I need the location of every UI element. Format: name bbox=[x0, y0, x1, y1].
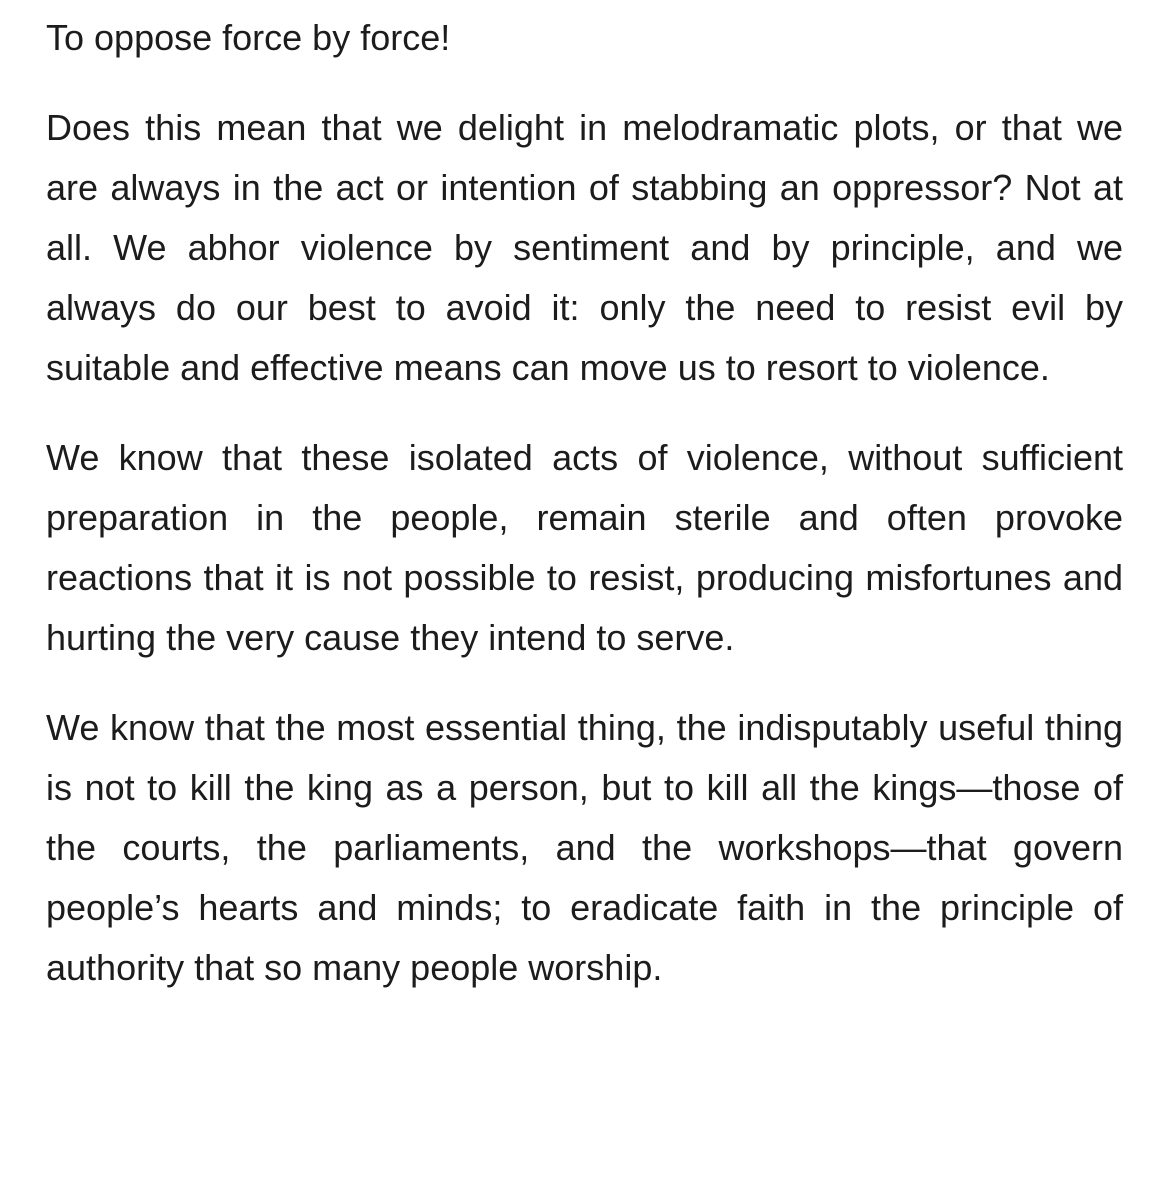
paragraph-opening-line: To oppose force by force! bbox=[46, 17, 451, 58]
document-page bbox=[46, 0, 1123, 1028]
paragraph-violence-principle: Does this mean that we delight in melodramatic plots, or that we are always in the act or intention of stabbing an oppressor? Not at all. We abhor violence by sentiment and by principle, and we always do our best to avoid it: only the need to resist evil by suitable and effective means can move us to resort to violence. bbox=[46, 107, 1123, 388]
paragraph-kill-all-kings: We know that the most essential thing, the indisputably useful thing is not to kill the king as a person, but to kill all the kings—those of the courts, the parliaments, and the workshops—that govern people’s hearts and minds; to eradicate faith in the principle of authority that so many people worship. bbox=[46, 707, 1123, 988]
paragraph-isolated-acts: We know that these isolated acts of violence, without sufficient preparation in the people, remain sterile and often provoke reactions that it is not possible to resist, producing misfortunes and hurting the very cause they intend to serve. bbox=[46, 437, 1123, 658]
